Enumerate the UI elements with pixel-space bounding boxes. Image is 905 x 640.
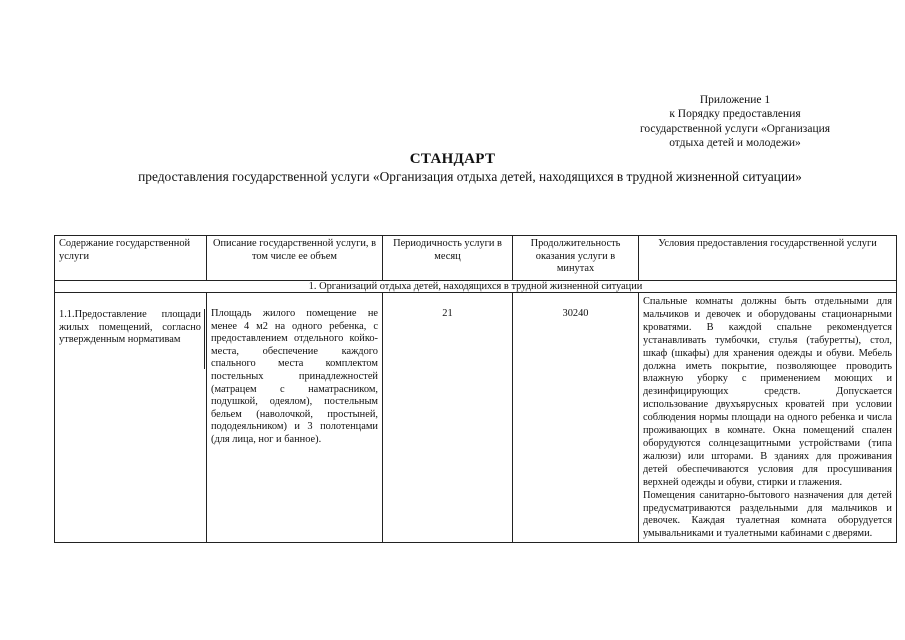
header-service-content: Содержание государственной услуги xyxy=(55,236,207,281)
appendix-block xyxy=(605,93,865,151)
document-subtitle: предоставления государственной услуги «Организация отдыха детей, находящихся в трудной жизненной ситуации» xyxy=(138,169,802,184)
header-service-description: Описание государственной услуги, в том числе ее объем xyxy=(207,236,383,281)
appendix-line-1: Приложение 1 xyxy=(699,94,771,106)
cell-description: Площадь жилого помещение не менее 4 м2 на одного ребенка, с предоставлением отдельного койко-места, обеспечение каждого спального места комплектом постельных принадлежностей (матрацем с наматрасником, подушкой, одеялом), постельным бельем (наволочкой, простыней, пододеяльником) и 3 полотенцами (для лица, ног и банное). xyxy=(207,293,383,543)
cell-service xyxy=(55,293,207,543)
table-header-row xyxy=(55,236,897,281)
cell-duration: 30240 xyxy=(513,293,639,543)
service-text: 1.1.Предоставление площади жилых помещений, согласно утвержденным нормативам xyxy=(59,309,205,369)
conditions-paragraph-1: Спальные комнаты должны быть отдельными для мальчиков и девочек и оборудованы стационарными кроватями. В каждой спальне рекомендуется устанавливать тумбочки, стулья (табуретты), стол, шкаф (шкафы) для хранения одежды и обуви. Мебель должна иметь покрытие, позволяющее проводить влажную уборку с применением моющих и дезинфицирующих средств. Допускается использование двухъярусных кроватей при условии соблюдения нормы площади на одного ребенка и числа проживающих в комнате. Окна помещений спален оборудуются солнцезащитными устройствами (типа жалюзи) или шторами. В зданиях для проживания детей обеспечиваются условия для просушивания верхней одежды и обуви, стирки и глажения. xyxy=(643,296,892,488)
appendix-line-3: государственной услуги «Организация xyxy=(639,122,831,135)
document-title: СТАНДАРТ xyxy=(409,151,496,167)
header-duration: Продолжительность оказания услуги в минутах xyxy=(513,236,639,281)
cell-frequency: 21 xyxy=(383,293,513,543)
appendix-line-2: к Порядку предоставления xyxy=(669,108,801,121)
header-conditions: Условия предоставления государственной услуги xyxy=(639,236,897,281)
cell-conditions xyxy=(639,293,897,543)
standard-table xyxy=(54,235,897,543)
conditions-paragraph-2: Помещения санитарно-бытового назначения для детей предусматриваются раздельными для мальчиков и девочек. Каждая туалетная комната оборудуется умывальниками и туалетными кабинами с дверями. xyxy=(643,489,892,540)
table-row xyxy=(55,293,897,543)
section-title: 1. Организаций отдыха детей, находящихся в трудной жизненной ситуации xyxy=(55,281,897,293)
table-section-row xyxy=(55,281,897,293)
header-frequency: Периодичность услуги в месяц xyxy=(383,236,513,281)
appendix-line-4: отдыха детей и молодежи» xyxy=(669,137,801,150)
